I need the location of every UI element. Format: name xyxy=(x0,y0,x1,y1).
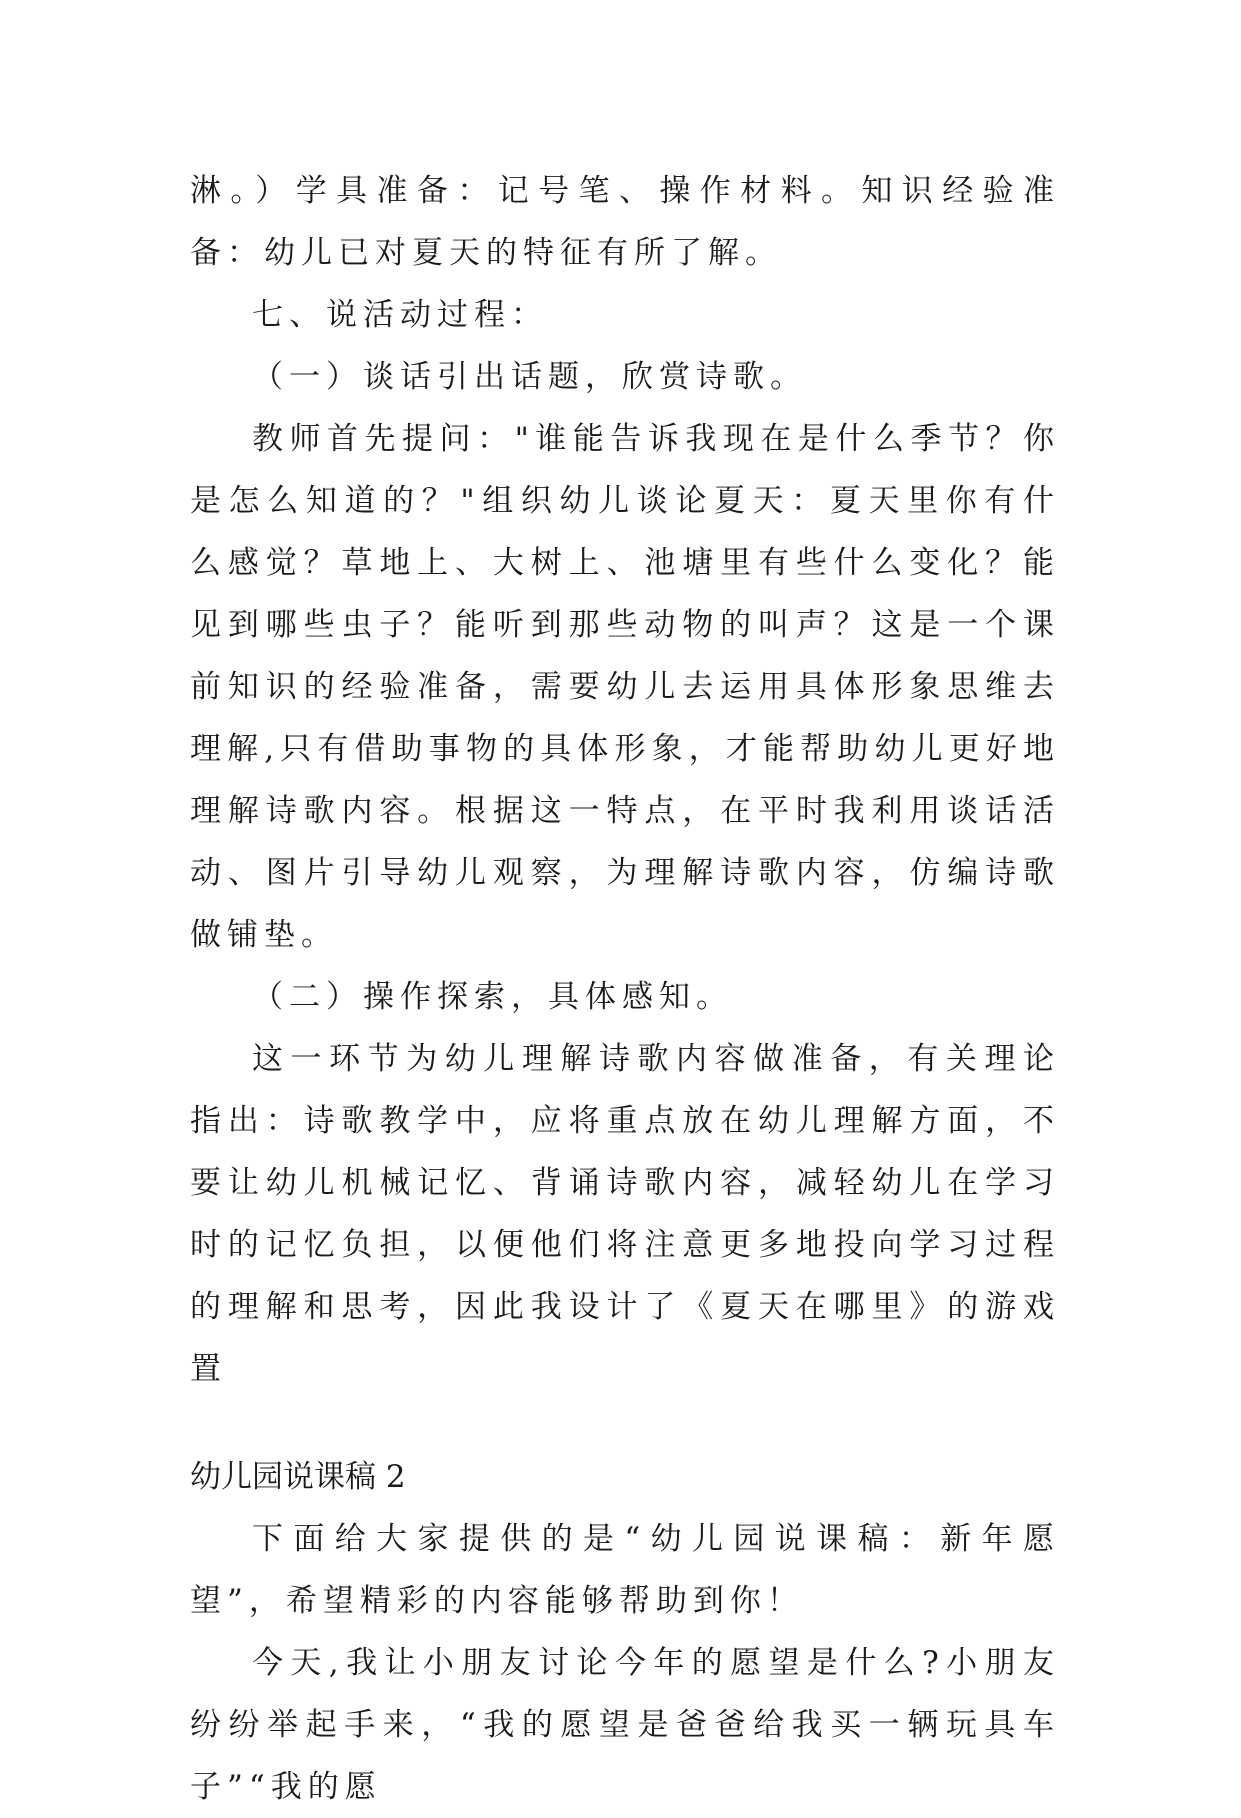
subheading-step-two: （二）操作探索，具体感知。 xyxy=(252,979,733,1015)
section-title: 幼儿园说课稿 2 xyxy=(190,1459,406,1495)
heading-activity-process: 七、说活动过程： xyxy=(252,297,548,333)
section-gap xyxy=(190,1400,1060,1446)
document-body xyxy=(190,160,1060,1818)
subheading-step-one: （一）谈话引出话题，欣赏诗歌。 xyxy=(252,359,807,395)
paragraph-new-year-wish: 今天,我让小朋友讨论今年的愿望是什么?小朋友纷纷举起手来，“我的愿望是爸爸给我买一辆玩具车子”“我的愿 xyxy=(190,1645,1060,1805)
paragraph-prep-continued: 淋。）学具准备：记号笔、操作材料。知识经验准备：幼儿已对夏天的特征有所了解。 xyxy=(190,173,1060,271)
paragraph-operation-explore: 这一环节为幼儿理解诗歌内容做准备，有关理论指出：诗歌教学中，应将重点放在幼儿理解方面，不要让幼儿机械记忆、背诵诗歌内容，减轻幼儿在学习时的记忆负担，以便他们将注意更多地投向学习过程的理解和思考，因此我设计了《夏天在哪里》的游戏置 xyxy=(190,1041,1060,1387)
paragraph-teacher-question: 教师首先提问："谁能告诉我现在是什么季节？你是怎么知道的？"组织幼儿谈论夏天：夏天里你有什么感觉？草地上、大树上、池塘里有些什么变化？能见到哪些虫子？能听到那些动物的叫声？这是一个课前知识的经验准备，需要幼儿去运用具体形象思维去理解,只有借助事物的具体形象，才能帮助幼儿更好地理解诗歌内容。根据这一特点，在平时我利用谈话活动、图片引导幼儿观察，为理解诗歌内容，仿编诗歌做铺垫。 xyxy=(190,421,1060,953)
paragraph-intro: 下面给大家提供的是“幼儿园说课稿：新年愿望”，希望精彩的内容能够帮助到你！ xyxy=(190,1521,1060,1619)
